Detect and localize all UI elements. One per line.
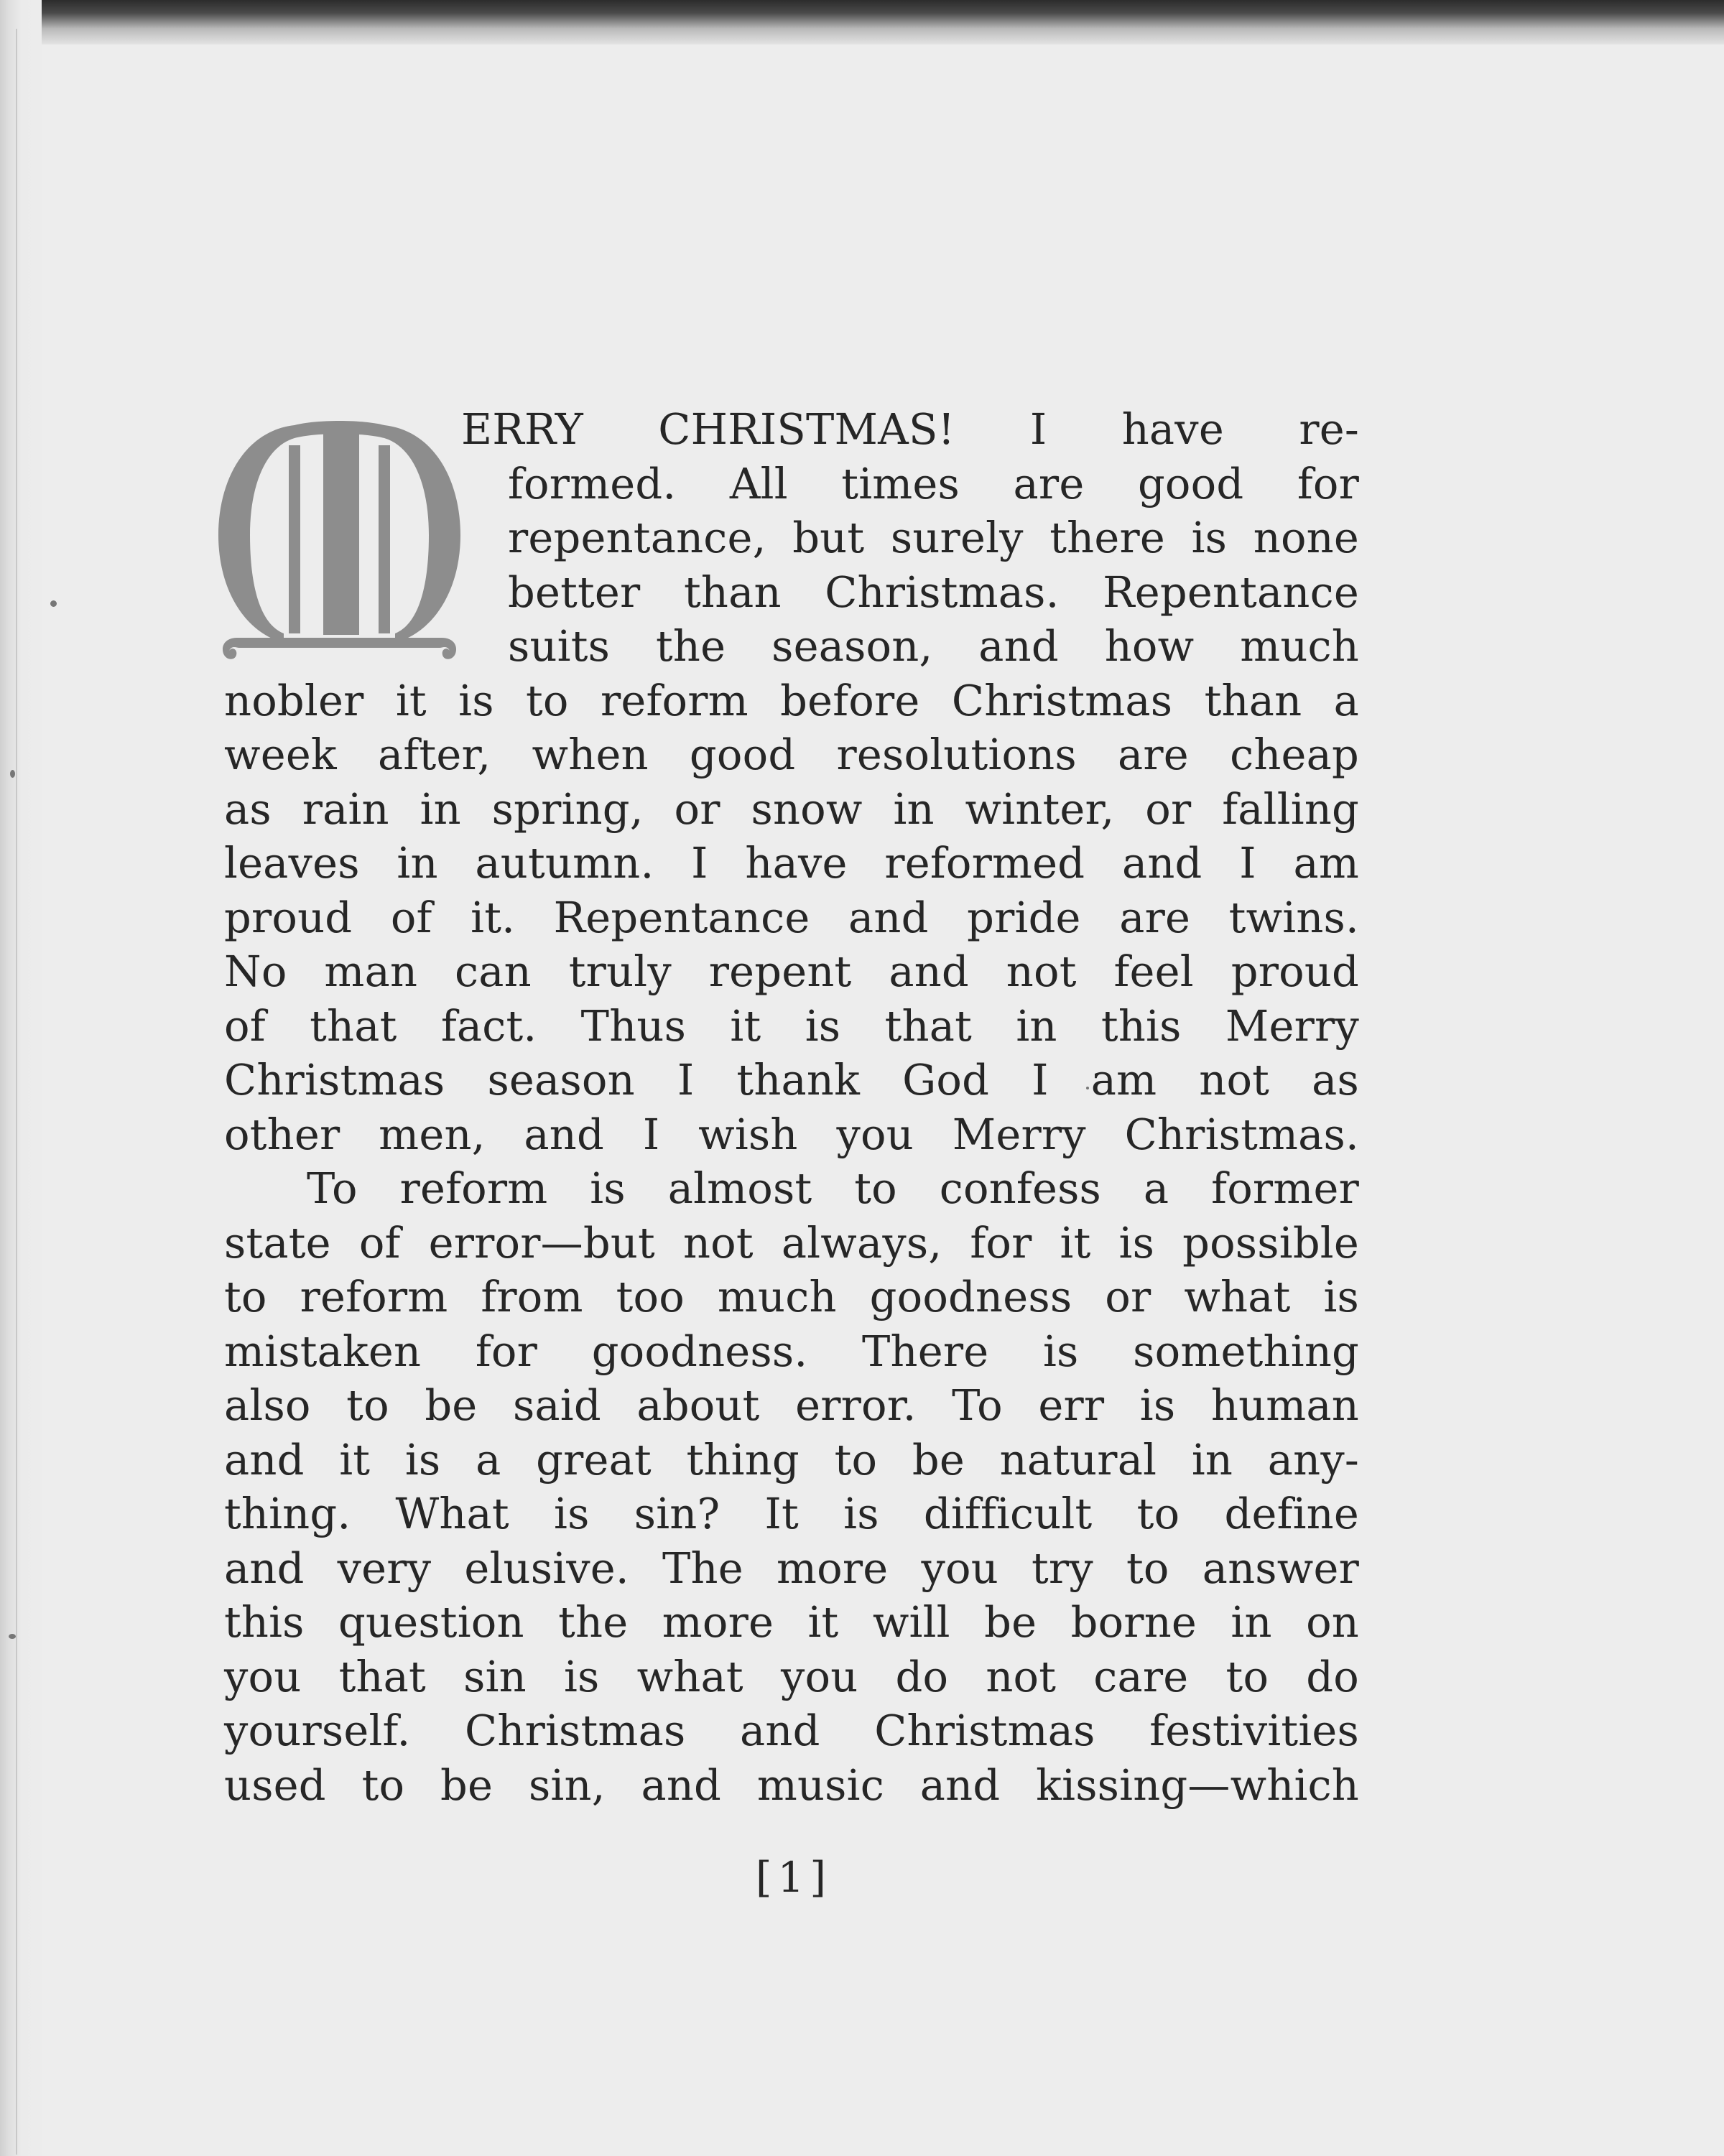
text-line: mistaken for goodness. There is something (224, 1326, 1359, 1376)
text-line: of that fact. Thus it is that in this Merry (224, 1000, 1359, 1051)
text-line: other men, and I wish you Merry Christmas. (224, 1109, 1359, 1159)
text-line: formed. All times are good for (508, 458, 1359, 508)
text-line: nobler it is to reform before Christmas than a (224, 675, 1359, 725)
text-line: as rain in spring, or snow in winter, or falling (224, 784, 1359, 834)
scan-speck (9, 1634, 16, 1639)
scan-speck (10, 770, 15, 778)
text-line: proud of it. Repentance and pride are twins. (224, 892, 1359, 942)
text-line: repentance, but surely there is none (508, 513, 1359, 562)
text-line: used to be sin, and music and kissing—which (224, 1760, 1359, 1810)
text-line: To reform is almost to confess a former (307, 1163, 1359, 1213)
text-line: you that sin is what you do not care to do (224, 1651, 1359, 1701)
text-line: yourself. Christmas and Christmas festivities (224, 1706, 1359, 1755)
text-line: to reform from too much goodness or what is (224, 1272, 1359, 1321)
text-line: and very elusive. The more you try to answer (224, 1543, 1359, 1593)
body-text (224, 402, 1359, 1812)
text-line: better than Christmas. Repentance (508, 567, 1359, 617)
page-number: [1] (755, 1853, 833, 1902)
left-page-edge-line (16, 29, 17, 2155)
text-line: leaves in autumn. I have reformed and I am (224, 838, 1359, 888)
text-line: Christmas season I thank God I am not as (224, 1055, 1359, 1105)
text-line: No man can truly repent and not feel proud (224, 947, 1359, 996)
top-scan-edge (0, 0, 1724, 45)
text-line: also to be said about error. To err is human (224, 1380, 1359, 1430)
text-line: thing. What is sin? It is difficult to define (224, 1489, 1359, 1538)
left-page-edge (0, 0, 42, 2156)
text-line: suits the season, and how much (508, 621, 1359, 671)
text-line: ERRY CHRISTMAS! I have re- (461, 404, 1359, 454)
text-line: and it is a great thing to be natural in any- (224, 1434, 1359, 1484)
text-line: week after, when good resolutions are cheap (224, 730, 1359, 779)
scan-speck (50, 600, 57, 607)
text-line: state of error—but not always, for it is possible (224, 1217, 1359, 1268)
text-line: this question the more it will be borne in on (224, 1597, 1359, 1647)
